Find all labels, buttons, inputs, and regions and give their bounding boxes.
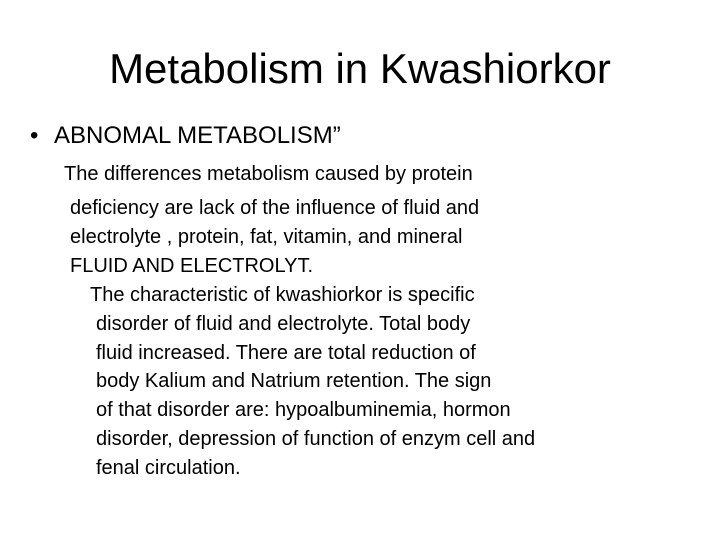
paragraph-line: electrolyte , protein, fat, vitamin, and mineral: [70, 226, 463, 248]
bullet-icon: •: [30, 122, 39, 149]
paragraph-line: FLUID AND ELECTROLYT.: [70, 255, 314, 277]
slide-title: Metabolism in Kwashiorkor: [109, 45, 611, 92]
paragraph-line: disorder of fluid and electrolyte. Total body: [96, 313, 471, 335]
paragraph-line: disorder, depression of function of enzym cell and: [96, 428, 536, 450]
paragraph-line: body Kalium and Natrium retention. The sign: [96, 370, 492, 392]
paragraph-line: fenal circulation.: [96, 457, 241, 479]
paragraph-line: fluid increased. There are total reduction of: [96, 342, 476, 364]
bullet-heading: ABNOMAL METABOLISM”: [54, 122, 341, 149]
paragraph-line: The differences metabolism caused by protein: [64, 163, 473, 185]
paragraph-line: The characteristic of kwashiorkor is specific: [90, 284, 475, 306]
paragraph-line: of that disorder are: hypoalbuminemia, hormon: [96, 399, 511, 421]
paragraph-line: deficiency are lack of the influence of fluid and: [70, 197, 480, 219]
bullet-item: [30, 122, 341, 150]
